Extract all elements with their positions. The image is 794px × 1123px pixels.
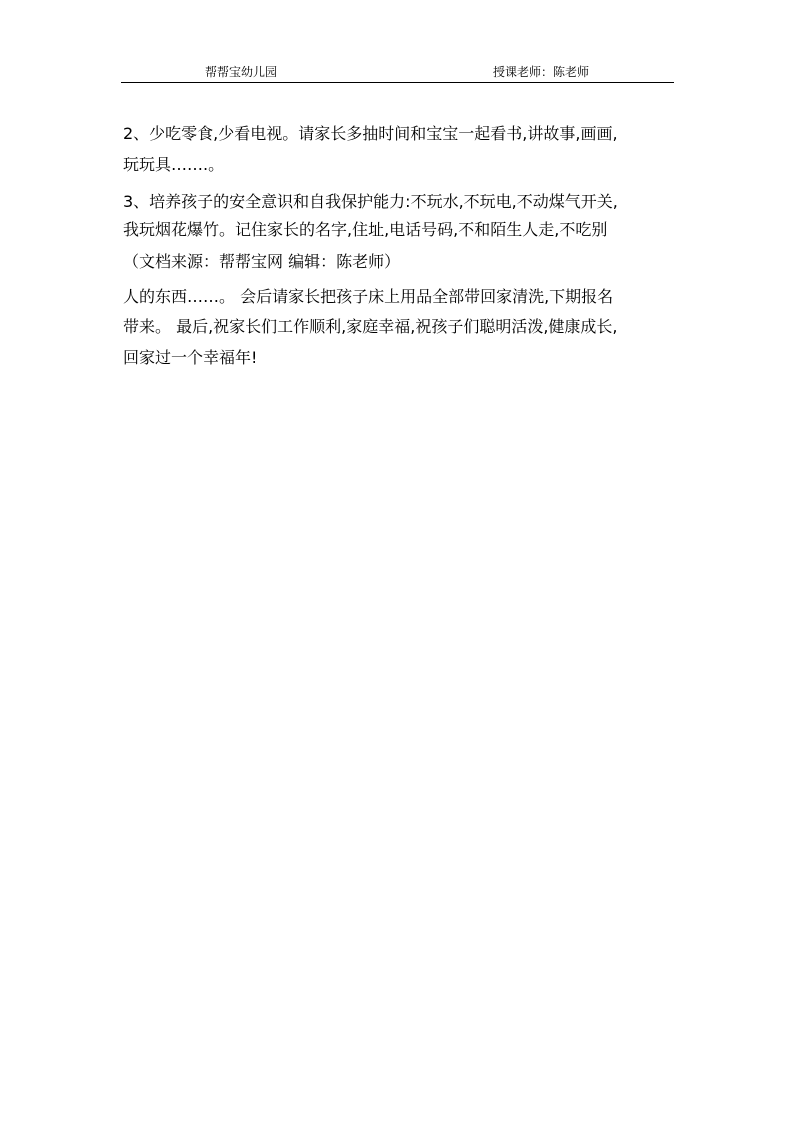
header-school-name: 帮帮宝幼儿园: [205, 65, 278, 79]
page-header: [121, 62, 674, 83]
header-teacher: 授课老师：陈老师: [493, 65, 590, 79]
text-line-4: 我玩烟花爆竹。记住家长的名字,住址,电话号码,不和陌生人走,不吃别: [123, 220, 608, 239]
text-line-1: 2、少吃零食,少看电视。请家长多抽时间和宝宝一起看书,讲故事,画画,: [123, 124, 618, 143]
source-note: （文档来源：帮帮宝网 编辑：陈老师）: [123, 252, 401, 271]
text-line-3: 3、培养孩子的安全意识和自我保护能力:不玩水,不玩电,不动煤气开关,: [123, 192, 618, 211]
text-line-7: 回家过一个幸福年!: [123, 348, 258, 367]
text-line-2: 玩玩具…….。: [123, 155, 225, 174]
text-line-5: 人的东西……。 会后请家长把孩子床上用品全部带回家清洗,下期报名: [123, 287, 614, 306]
text-line-6: 带来。 最后,祝家长们工作顺利,家庭幸福,祝孩子们聪明活泼,健康成长,: [123, 317, 618, 336]
